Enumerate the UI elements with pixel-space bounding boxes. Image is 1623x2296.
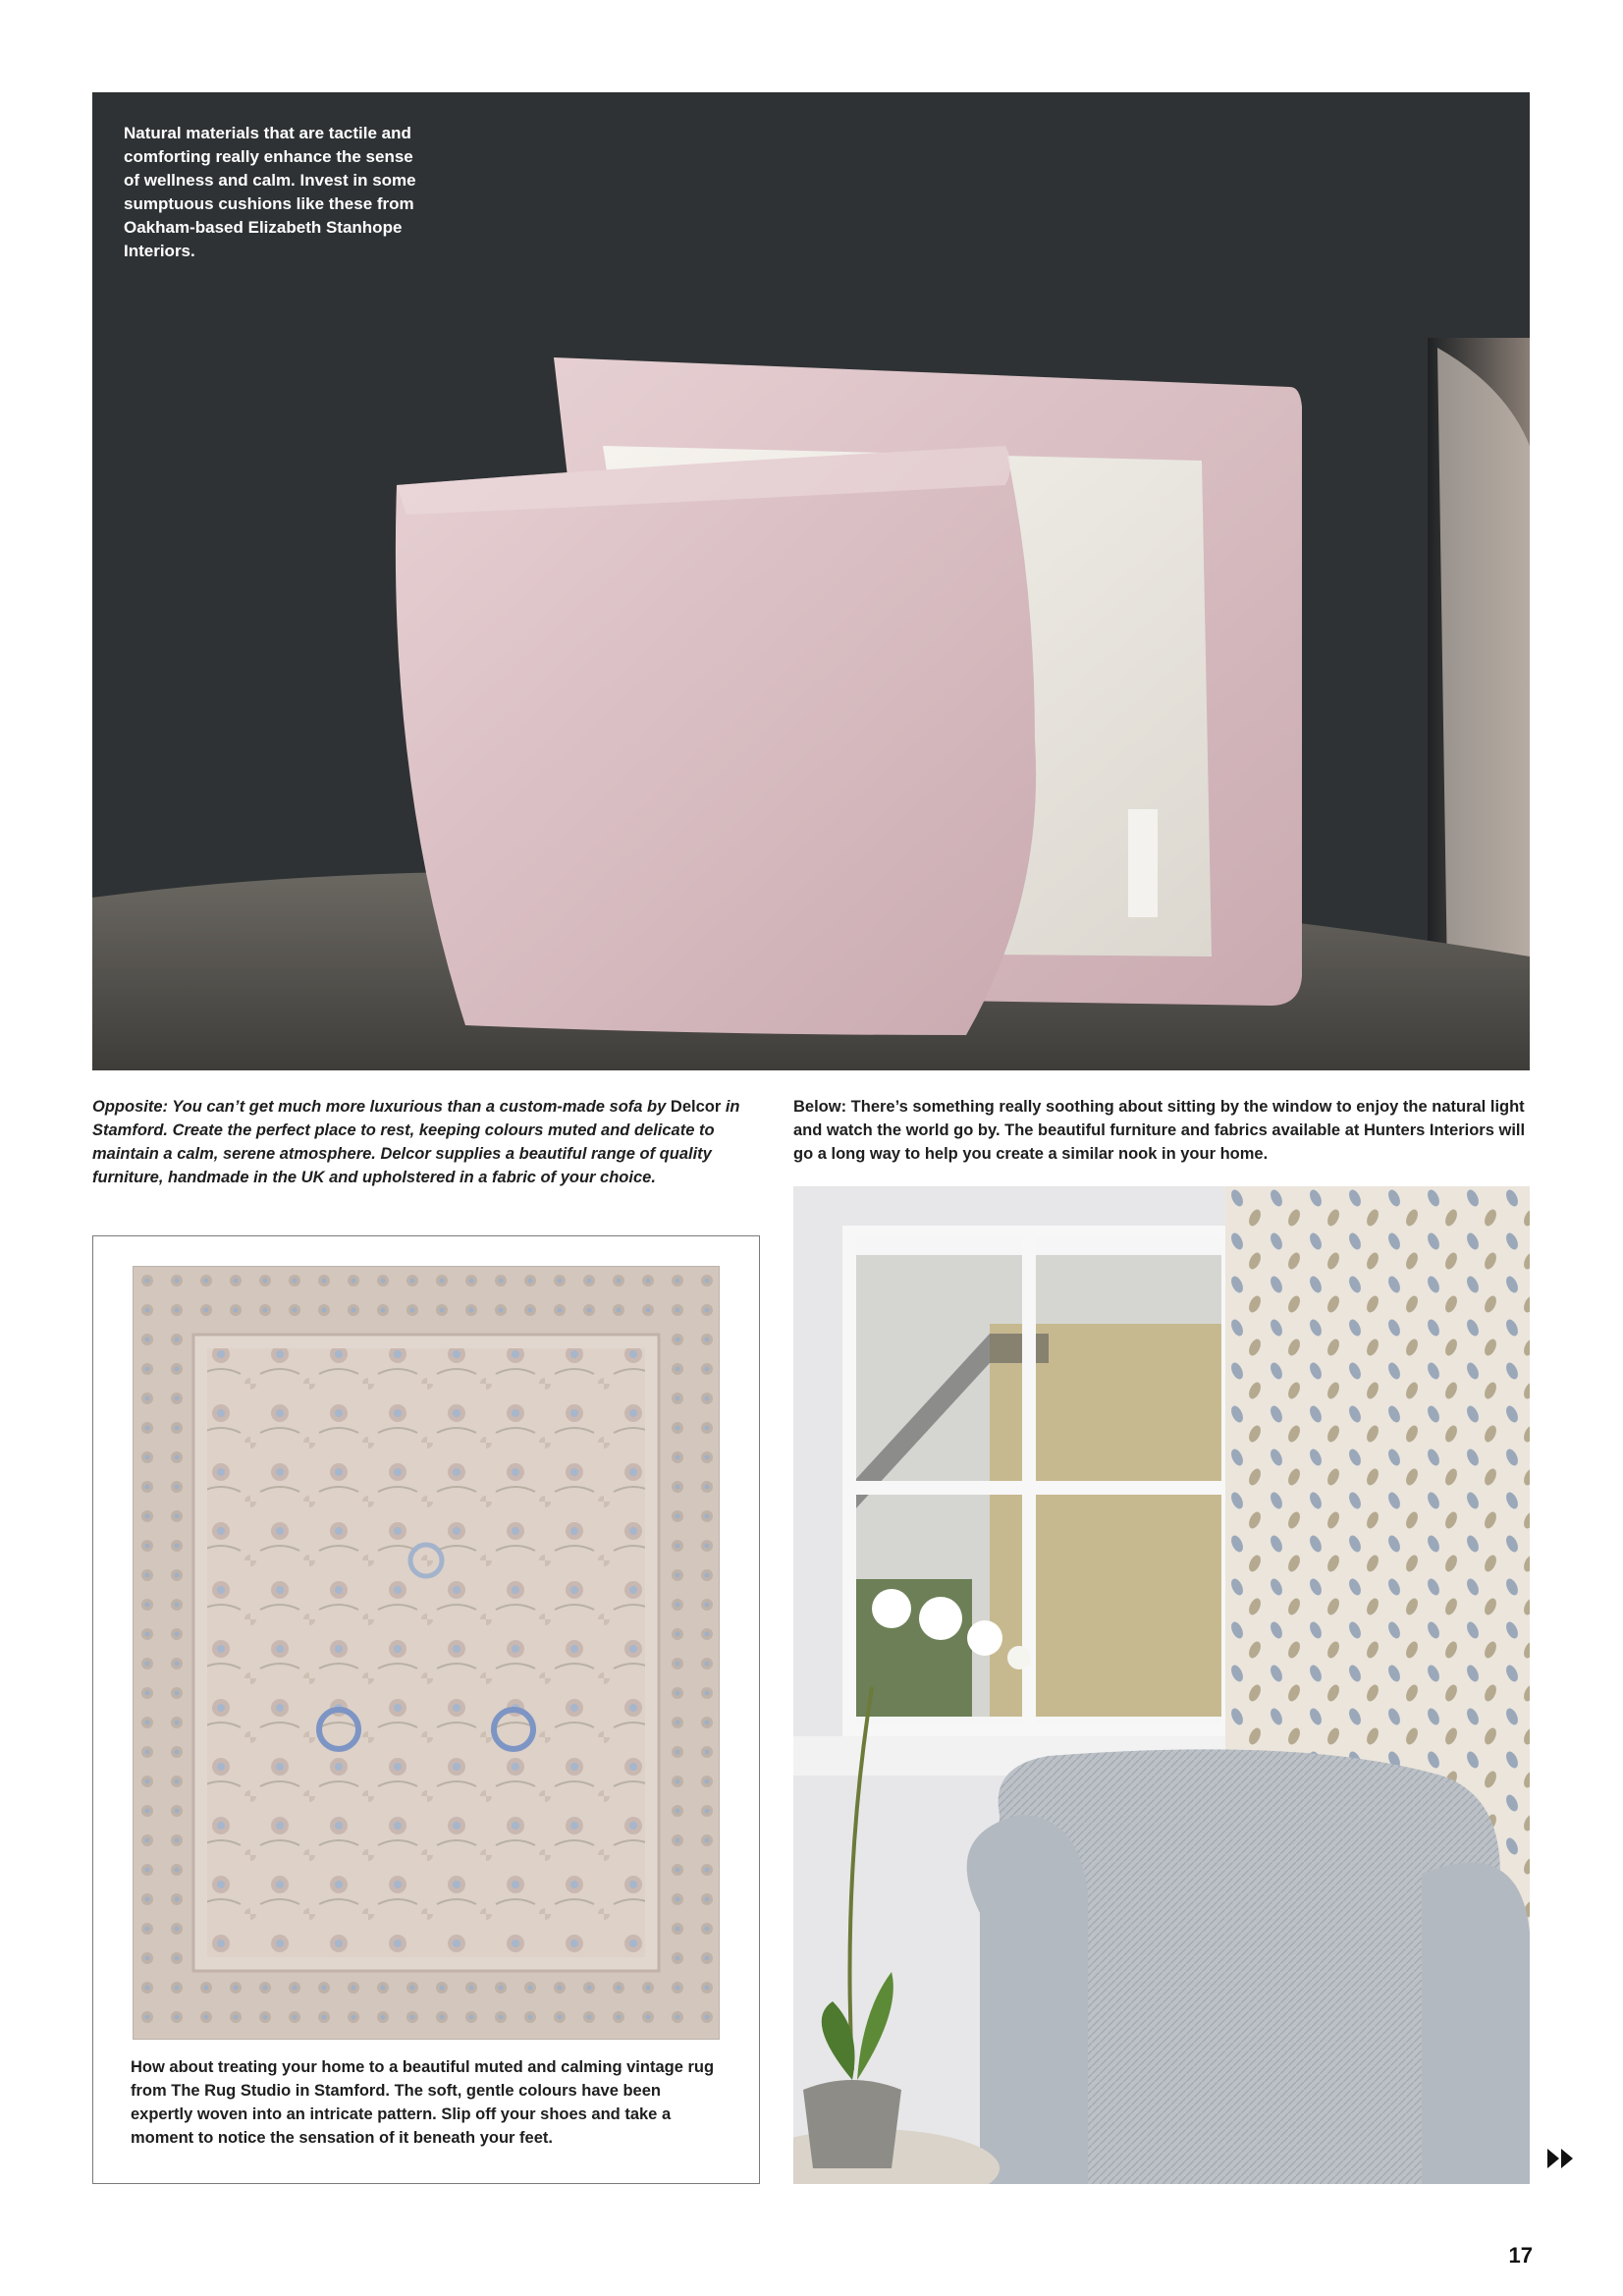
- armchair-image: [793, 1186, 1530, 2184]
- rug-caption: How about treating your home to a beautiful muted and calming vintage rug from The Rug Studio in Stamford. The soft, gentle colours have been expertly woven into an intricate pattern. Slip off your shoes and take a moment to notice the sensation of it beneath your feet.: [131, 2058, 715, 2147]
- rug-image: [133, 1266, 720, 2040]
- below-caption: Below: There’s something really soothing about sitting by the window to enjoy the natural light and watch the world go by. The beautiful furniture and fabrics available at Hunters Interiors will go a long way to help you create a similar nook in your home.: [793, 1098, 1526, 1163]
- hero-photo: [92, 92, 1530, 1070]
- opposite-caption: Opposite: You can’t get much more luxurious than a custom-made sofa by Delcor in Stamford. Create the perfect place to rest, keeping colours muted and delicate to maintain a calm, serene atmosphere. Delcor supplies a beautiful range of quality furniture, handmade in the UK and upholstered in a fabric of your choice.: [92, 1098, 740, 1186]
- rug-studio-brand: The Rug Studio: [171, 2082, 292, 2100]
- rug-panel: [92, 1235, 760, 2184]
- page-number: 17: [1508, 2243, 1533, 2268]
- hero-caption: Natural materials that are tactile and comforting really enhance the sense of wellness and calm. Invest in some sumptuous cushions like these from Oakham-based Elizabeth Stanhope Interiors.: [124, 124, 416, 260]
- double-arrow-right-icon[interactable]: [1545, 2147, 1577, 2170]
- window-armchair-photo: [793, 1186, 1530, 2184]
- delcor-brand: Delcor: [670, 1098, 722, 1116]
- hunters-brand: Hunters Interiors: [1363, 1121, 1494, 1139]
